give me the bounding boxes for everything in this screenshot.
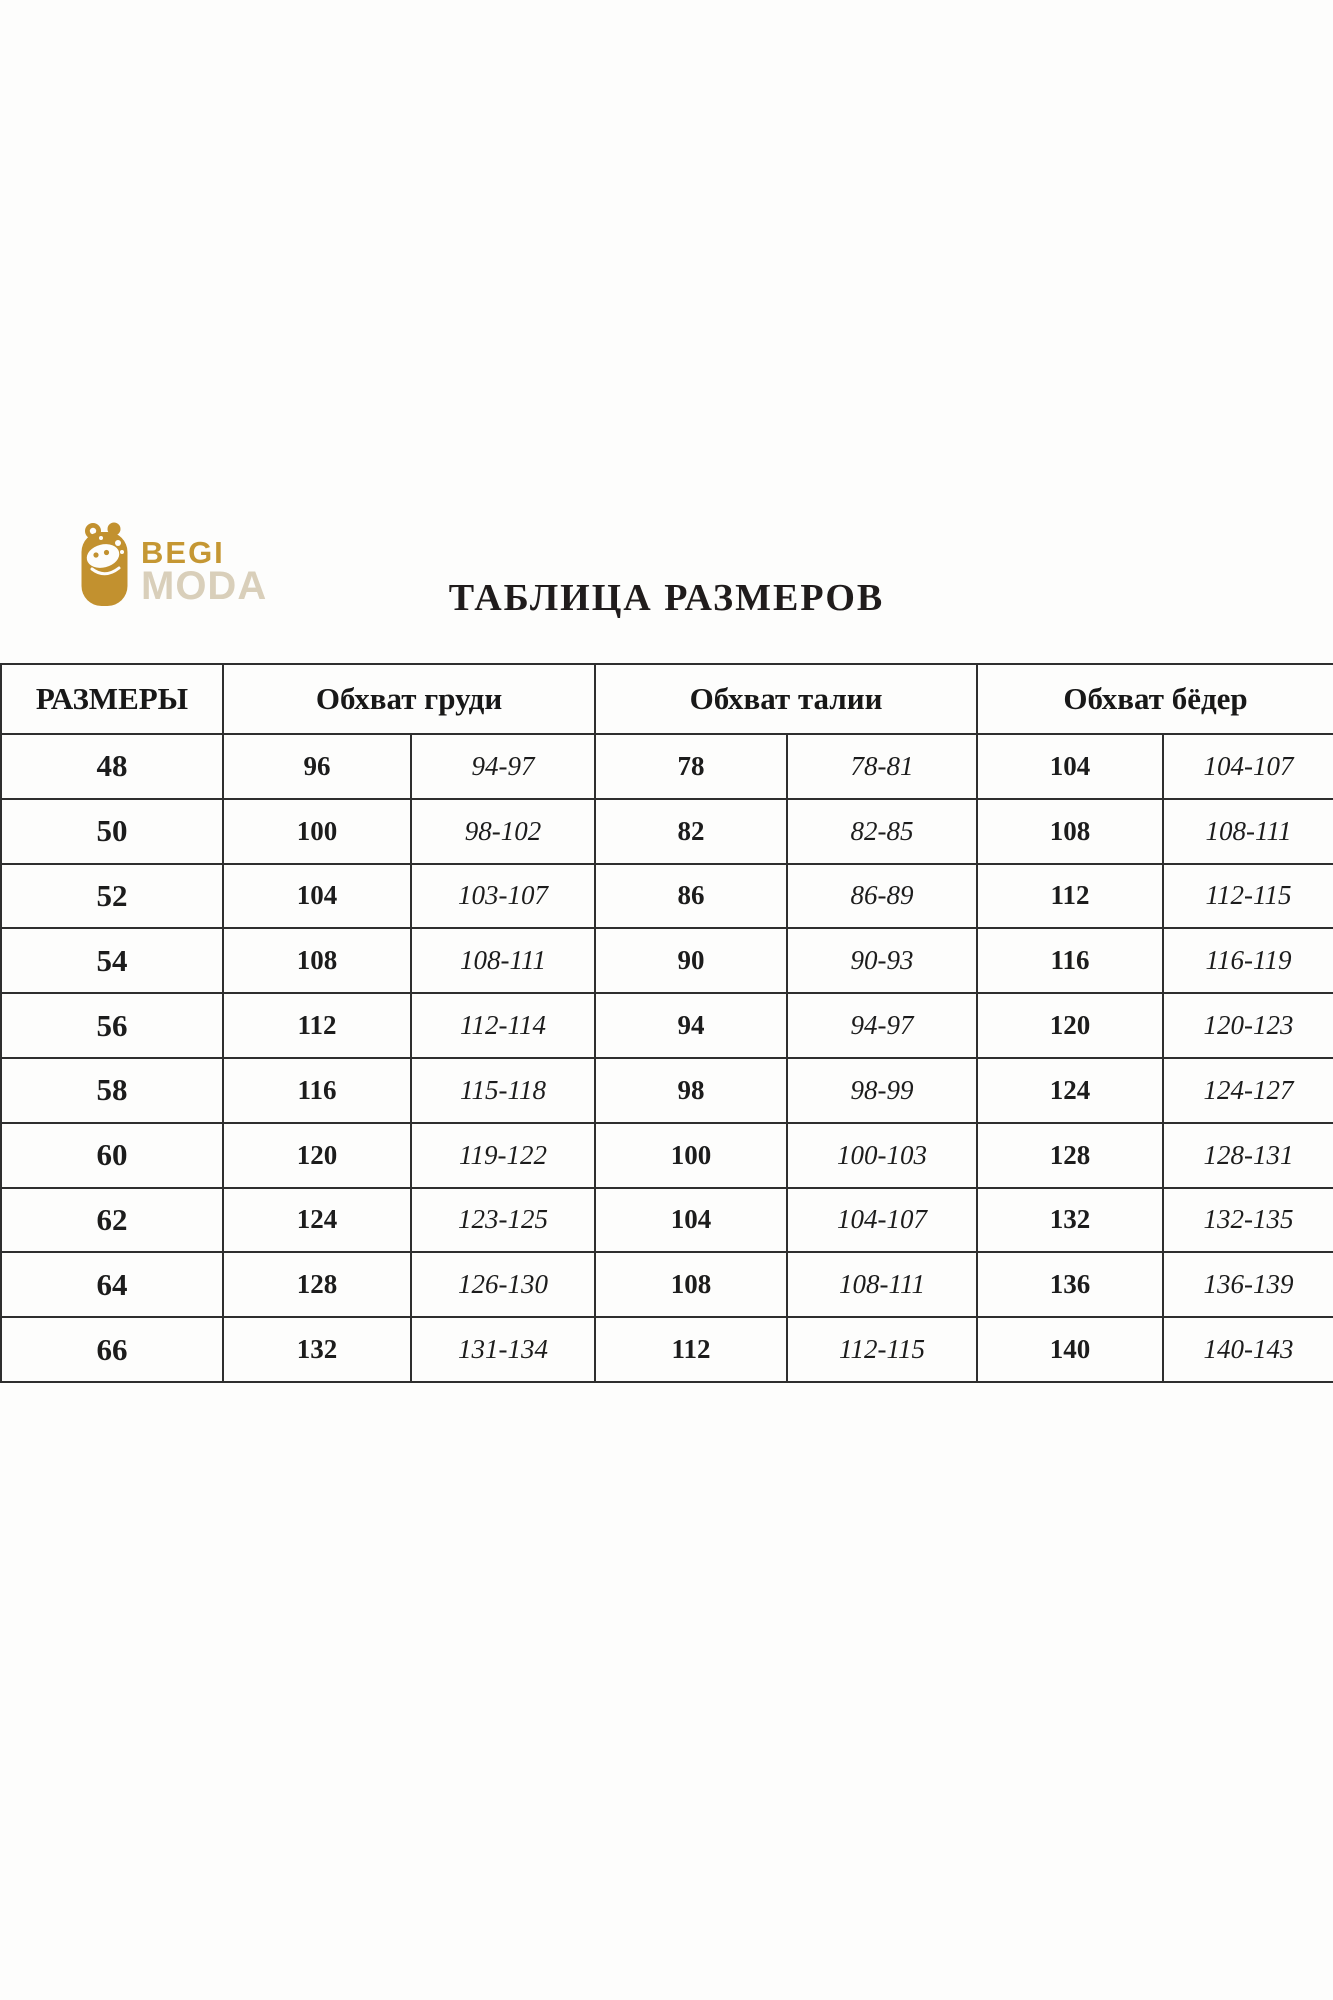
hips-range-cell: 112-115: [1163, 864, 1333, 929]
hips-value-cell: 124: [977, 1058, 1163, 1123]
waist-range-cell: 104-107: [787, 1188, 977, 1253]
brand-name-top: BEGI: [141, 535, 225, 570]
header-sizes: РАЗМЕРЫ: [1, 664, 223, 734]
waist-range-cell: 82-85: [787, 799, 977, 864]
size-cell: 52: [1, 864, 223, 929]
chest-range-cell: 108-111: [411, 928, 595, 993]
chest-value-cell: 104: [223, 864, 411, 929]
waist-range-cell: 90-93: [787, 928, 977, 993]
chest-range-cell: 98-102: [411, 799, 595, 864]
table-row: [1, 734, 1333, 799]
header-row: [1, 664, 1333, 734]
chest-range-cell: 131-134: [411, 1317, 595, 1382]
hips-range-cell: 104-107: [1163, 734, 1333, 799]
waist-value-cell: 112: [595, 1317, 787, 1382]
size-cell: 58: [1, 1058, 223, 1123]
size-cell: 60: [1, 1123, 223, 1188]
header-waist: Обхват талии: [595, 664, 977, 734]
chest-value-cell: 124: [223, 1188, 411, 1253]
hips-range-cell: 116-119: [1163, 928, 1333, 993]
size-table: [0, 663, 1333, 1383]
size-cell: 50: [1, 799, 223, 864]
chest-value-cell: 116: [223, 1058, 411, 1123]
hips-value-cell: 116: [977, 928, 1163, 993]
page-title: ТАБЛИЦА РАЗМЕРОВ: [448, 577, 885, 619]
chest-range-cell: 94-97: [411, 734, 595, 799]
chest-range-cell: 119-122: [411, 1123, 595, 1188]
waist-value-cell: 82: [595, 799, 787, 864]
waist-value-cell: 104: [595, 1188, 787, 1253]
hips-range-cell: 140-143: [1163, 1317, 1333, 1382]
hips-value-cell: 104: [977, 734, 1163, 799]
waist-value-cell: 100: [595, 1123, 787, 1188]
waist-range-cell: 108-111: [787, 1252, 977, 1317]
chest-range-cell: 103-107: [411, 864, 595, 929]
table-row: [1, 864, 1333, 929]
chest-range-cell: 123-125: [411, 1188, 595, 1253]
waist-range-cell: 100-103: [787, 1123, 977, 1188]
hips-range-cell: 124-127: [1163, 1058, 1333, 1123]
hips-value-cell: 132: [977, 1188, 1163, 1253]
waist-value-cell: 86: [595, 864, 787, 929]
chest-value-cell: 132: [223, 1317, 411, 1382]
brand-name-bottom: MODA: [141, 563, 268, 608]
size-table-body: [1, 734, 1333, 1382]
hips-value-cell: 108: [977, 799, 1163, 864]
waist-value-cell: 108: [595, 1252, 787, 1317]
size-cell: 56: [1, 993, 223, 1058]
chest-value-cell: 108: [223, 928, 411, 993]
size-cell: 54: [1, 928, 223, 993]
table-row: [1, 928, 1333, 993]
size-cell: 62: [1, 1188, 223, 1253]
waist-value-cell: 94: [595, 993, 787, 1058]
hips-value-cell: 128: [977, 1123, 1163, 1188]
table-row: [1, 1252, 1333, 1317]
chest-range-cell: 115-118: [411, 1058, 595, 1123]
waist-value-cell: 98: [595, 1058, 787, 1123]
waist-range-cell: 94-97: [787, 993, 977, 1058]
chest-value-cell: 128: [223, 1252, 411, 1317]
header-hips: Обхват бёдер: [977, 664, 1333, 734]
hips-range-cell: 120-123: [1163, 993, 1333, 1058]
hips-range-cell: 132-135: [1163, 1188, 1333, 1253]
hips-value-cell: 140: [977, 1317, 1163, 1382]
hips-value-cell: 120: [977, 993, 1163, 1058]
table-row: [1, 1058, 1333, 1123]
chest-value-cell: 112: [223, 993, 411, 1058]
size-cell: 64: [1, 1252, 223, 1317]
waist-range-cell: 98-99: [787, 1058, 977, 1123]
chest-range-cell: 126-130: [411, 1252, 595, 1317]
table-row: [1, 993, 1333, 1058]
hips-range-cell: 128-131: [1163, 1123, 1333, 1188]
waist-value-cell: 78: [595, 734, 787, 799]
header-chest: Обхват груди: [223, 664, 595, 734]
table-row: [1, 1123, 1333, 1188]
waist-range-cell: 112-115: [787, 1317, 977, 1382]
table-row: [1, 1188, 1333, 1253]
waist-range-cell: 86-89: [787, 864, 977, 929]
hips-range-cell: 108-111: [1163, 799, 1333, 864]
size-cell: 66: [1, 1317, 223, 1382]
waist-value-cell: 90: [595, 928, 787, 993]
chest-range-cell: 112-114: [411, 993, 595, 1058]
hips-value-cell: 112: [977, 864, 1163, 929]
chest-value-cell: 96: [223, 734, 411, 799]
hips-value-cell: 136: [977, 1252, 1163, 1317]
table-row: [1, 799, 1333, 864]
size-cell: 48: [1, 734, 223, 799]
table-row: [1, 1317, 1333, 1382]
waist-range-cell: 78-81: [787, 734, 977, 799]
hips-range-cell: 136-139: [1163, 1252, 1333, 1317]
chest-value-cell: 100: [223, 799, 411, 864]
chest-value-cell: 120: [223, 1123, 411, 1188]
